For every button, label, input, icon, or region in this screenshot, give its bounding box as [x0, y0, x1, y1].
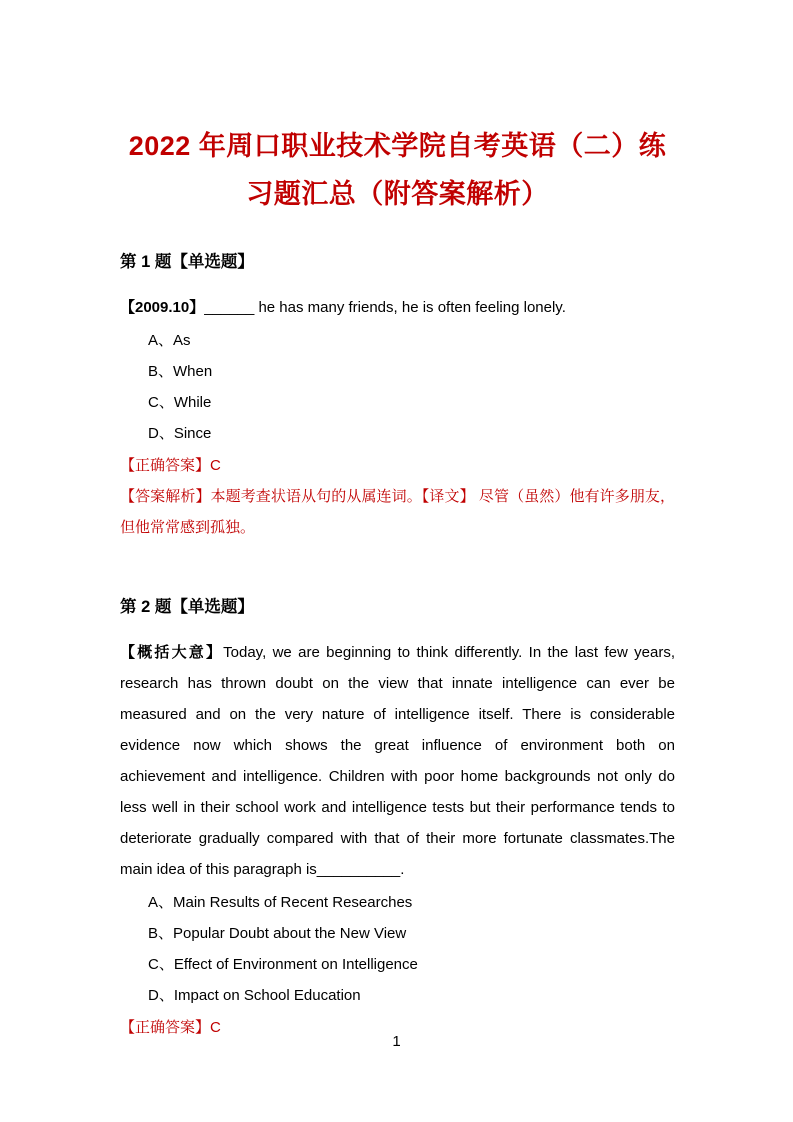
correct-answer-value: C [210, 457, 221, 474]
option-item-a: A、As [148, 332, 191, 349]
question-1-stem-prefix: 【2009.10】 [120, 299, 205, 316]
question-2-options [148, 887, 675, 1011]
question-2-stem-prefix: 【概括大意】 [120, 644, 224, 661]
correct-answer-value: C [210, 1019, 221, 1036]
correct-answer-label: 【正确答案】 [120, 457, 211, 474]
option-item-b: B、When [148, 363, 213, 380]
correct-answer-label: 【正确答案】 [120, 1019, 211, 1036]
question-1-correct-answer-line [120, 450, 675, 481]
question-1-heading: 第 1 题【单选题】 [120, 253, 254, 271]
question-1-answer-analysis: 【答案解析】本题考查状语从句的从属连词。【译文】 尽管（虽然）他有许多朋友，但他常常感到孤独。 [120, 488, 675, 536]
option-item-c: C、Effect of Environment on Intelligence [148, 956, 418, 973]
question-section-1 [120, 250, 675, 543]
question-section-2 [120, 595, 675, 1043]
page-number: 1 [392, 1033, 401, 1050]
option-item-b: B、Popular Doubt about the New View [148, 925, 407, 942]
document-title: 2022 年周口职业技术学院自考英语（二）练习题汇总（附答案解析） [128, 131, 667, 209]
option-item-a: A、Main Results of Recent Researches [148, 894, 413, 911]
question-2-stem-body: Today, we are beginning to think differently. In the last few years, research has thrown doubt on the view that innate intelligence can ever be measured and on the very nature of intelligence itself. There is considerable evidence now which shows the great influence of environment both on achievement and intelligence. Children with poor home backgrounds not only do less well in their school work and intelligence tests but their performance tends to deteriorate gradually compared with that of their more fortunate classmates.The main idea of this paragraph is__________. [120, 644, 675, 878]
option-item-c: C、While [148, 394, 212, 411]
question-1-stem [120, 292, 675, 323]
question-2-stem [120, 637, 675, 885]
question-1-options [148, 325, 675, 449]
option-item-d: D、Impact on School Education [148, 987, 361, 1004]
question-2-heading: 第 2 题【单选题】 [120, 598, 254, 616]
option-item-d: D、Since [148, 425, 212, 442]
question-1-stem-body: ______ he has many friends, he is often feeling lonely. [204, 299, 566, 316]
